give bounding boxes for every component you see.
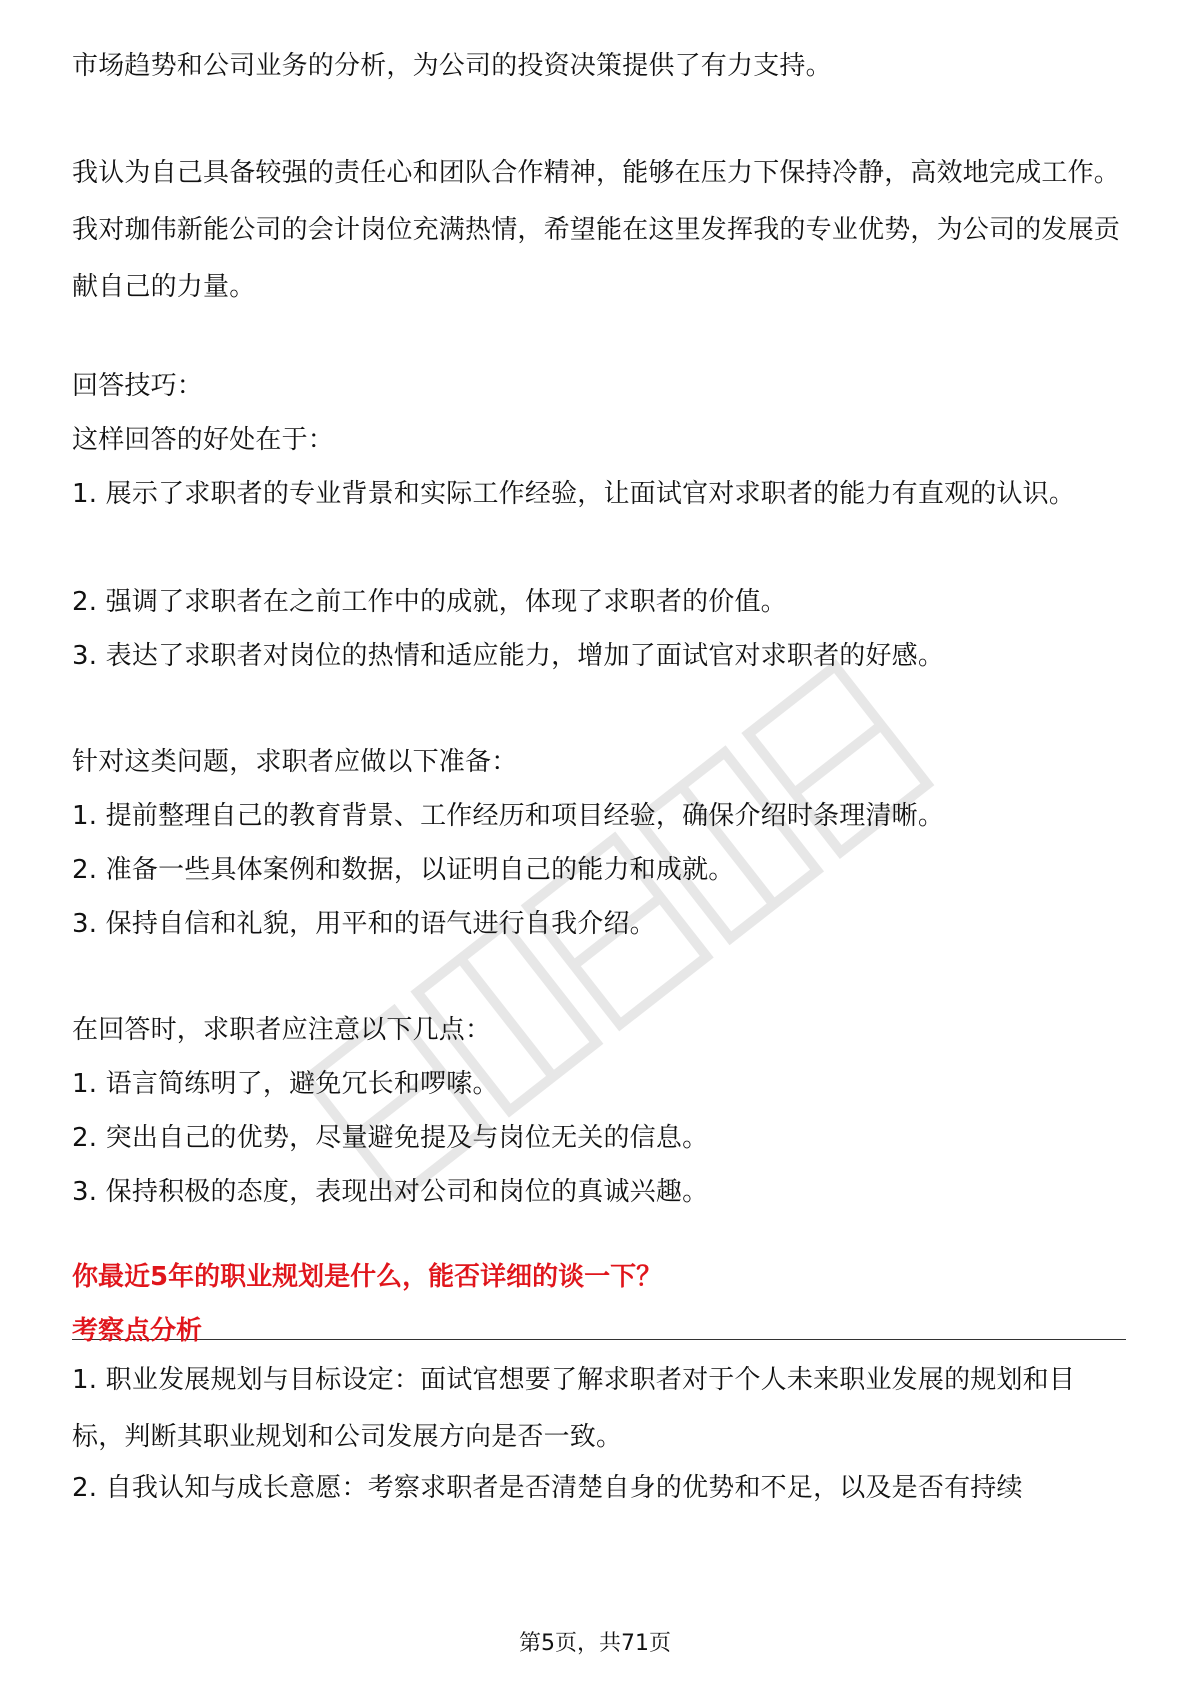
tips-item-2: 2. 强调了求职者在之前工作中的成就，体现了求职者的价值。	[72, 587, 787, 617]
tips-intro: 这样回答的好处在于：	[72, 425, 335, 455]
attention-item-1: 1. 语言简练明了，避免冗长和啰嗦。	[72, 1069, 499, 1099]
page-footer: 第5页，共71页	[519, 1631, 671, 1656]
analysis-item-1: 1. 职业发展规划与目标设定：面试官想要了解求职者对于个人未来职业发展的规划和目标，判断其职业规划和公司发展方向是否一致。	[72, 1365, 1076, 1452]
prepare-heading: 针对这类问题，求职者应做以下准备：	[72, 747, 518, 777]
prepare-item-1: 1. 提前整理自己的教育背景、工作经历和项目经验，确保介绍时条理清晰。	[72, 801, 945, 831]
paragraph-continuation: 市场趋势和公司业务的分析，为公司的投资决策提供了有力支持。	[72, 51, 832, 81]
section-divider	[72, 1339, 1126, 1340]
prepare-item-3: 3. 保持自信和礼貌，用平和的语气进行自我介绍。	[72, 909, 656, 939]
analysis-item-2: 2. 自我认知与成长意愿：考察求职者是否清楚自身的优势和不足，以及是否有持续	[72, 1473, 1023, 1503]
attention-item-2: 2. 突出自己的优势，尽量避免提及与岗位无关的信息。	[72, 1123, 709, 1153]
attention-item-3: 3. 保持积极的态度，表现出对公司和岗位的真诚兴趣。	[72, 1177, 709, 1207]
attention-heading: 在回答时，求职者应注意以下几点：	[72, 1015, 492, 1045]
prepare-item-2: 2. 准备一些具体案例和数据，以证明自己的能力和成就。	[72, 855, 735, 885]
analysis-heading: 考察点分析	[72, 1316, 203, 1346]
tips-item-3: 3. 表达了求职者对岗位的热情和适应能力，增加了面试官对求职者的好感。	[72, 641, 945, 671]
paragraph-self-assessment: 我认为自己具备较强的责任心和团队合作精神，能够在压力下保持冷静，高效地完成工作。我对珈伟新能公司的会计岗位充满热情，希望能在这里发挥我的专业优势，为公司的发展贡献自己的力量。	[72, 158, 1121, 302]
tips-item-1: 1. 展示了求职者的专业背景和实际工作经验，让面试官对求职者的能力有直观的认识。	[72, 479, 1076, 509]
question-title: 你最近5年的职业规划是什么，能否详细的谈一下？	[72, 1262, 663, 1292]
tips-heading: 回答技巧：	[72, 371, 204, 401]
